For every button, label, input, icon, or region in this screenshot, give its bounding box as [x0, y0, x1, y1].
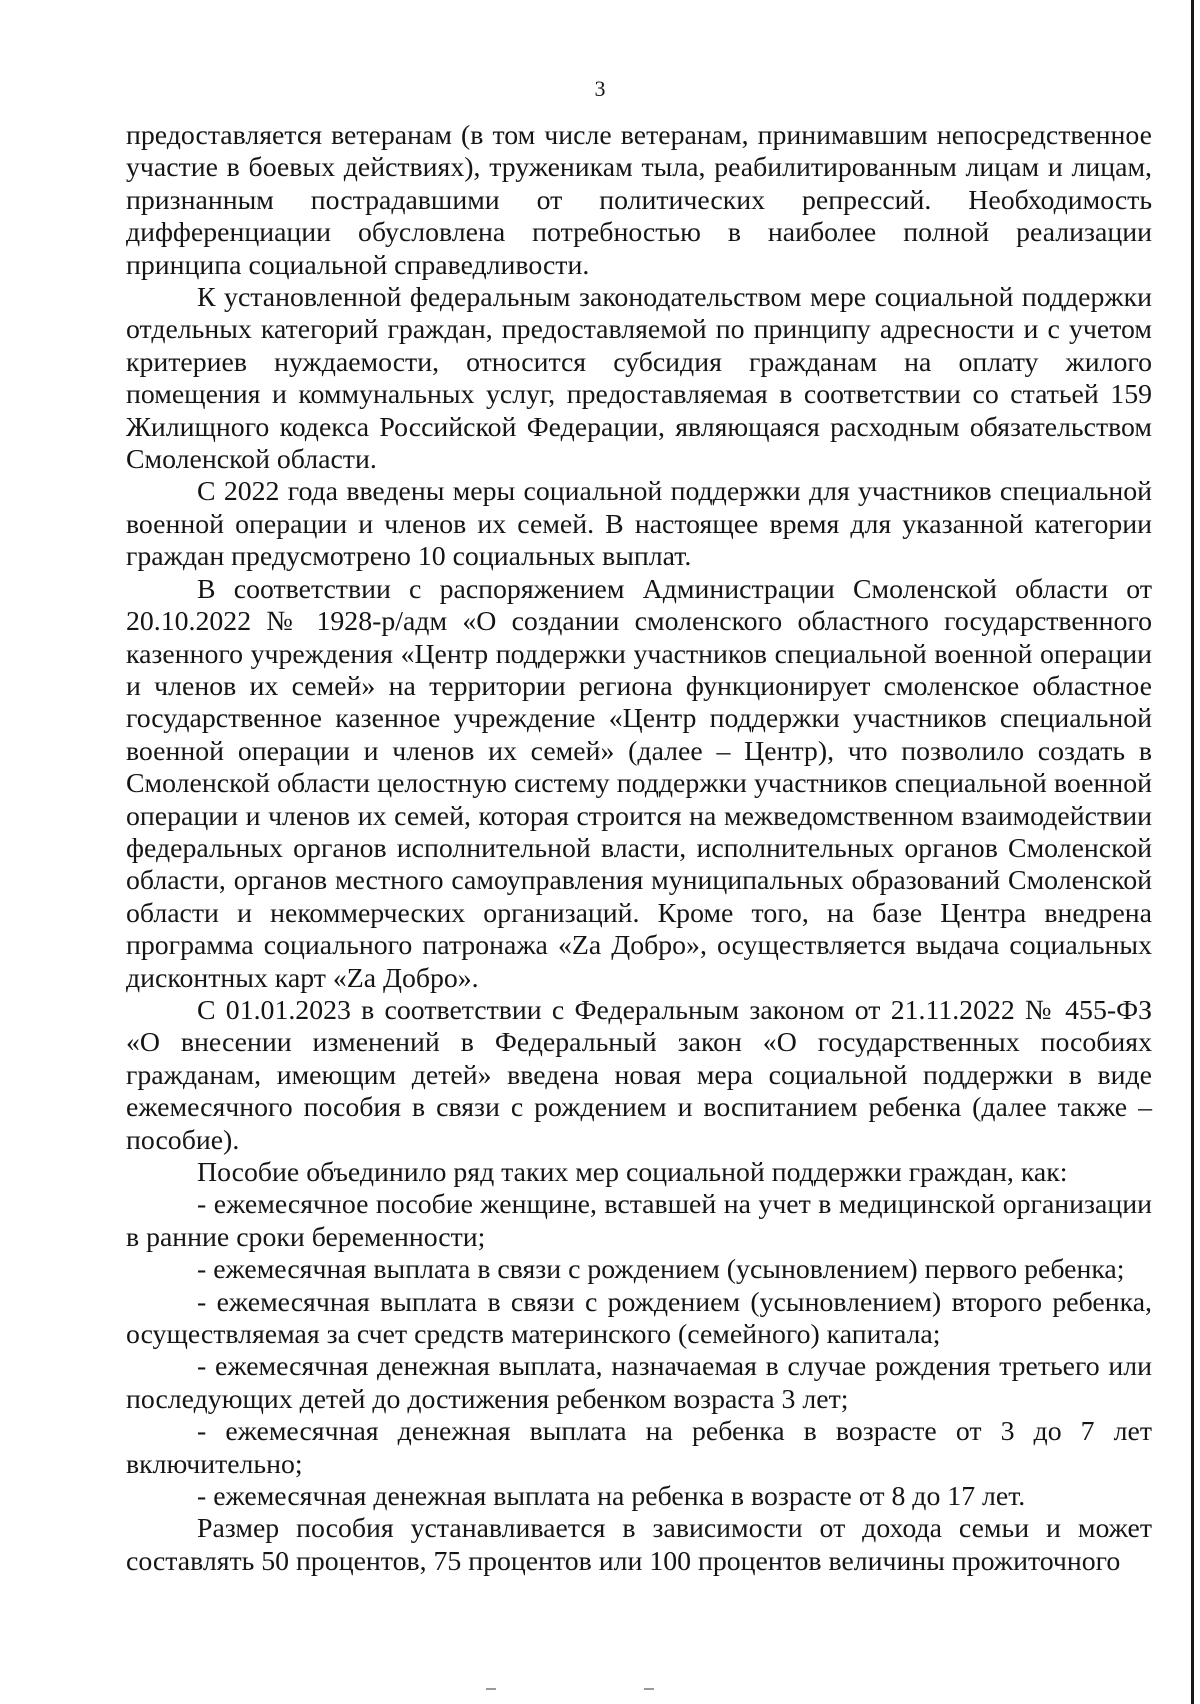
footer-scan-marks — [480, 1688, 670, 1700]
paragraph: - ежемесячная денежная выплата на ребенка в возрасте от 3 до 7 лет включительно; — [126, 1416, 1152, 1480]
document-body — [126, 120, 1152, 1578]
paragraph: Размер пособия устанавливается в зависимости от дохода семьи и может составлять 50 процентов, 75 процентов или 100 процентов величины прожиточного — [126, 1513, 1152, 1577]
paragraph: предоставляется ветеранам (в том числе ветеранам, принимавшим непосредственное участие в боевых действиях), труженикам тыла, реабилитированным лицам и лицам, признанным пострадавшими от политических репрессий. Необходимость дифференциации обусловлена потребностью в наиболее полной реализации принципа социальной справедливости. — [126, 120, 1152, 281]
paragraph: С 01.01.2023 в соответствии с Федеральным законом от 21.11.2022 № 455-ФЗ «О внесении изменений в Федеральный закон «О государственных пособиях гражданам, имеющим детей» введена новая мера социальной поддержки в виде ежемесячного пособия в связи с рождением и воспитанием ребенка (далее также – пособие). — [126, 994, 1152, 1156]
paragraph: К установленной федеральным законодательством мере социальной поддержки отдельных категорий граждан, предоставляемой по принципу адресности и с учетом критериев нуждаемости, относится субсидия гражданам на оплату жилого помещения и коммунальных услуг, предоставляемая в соответствии со статьей 159 Жилищного кодекса Российской Федерации, являющаяся расходным обязательством Смоленской области. — [126, 282, 1152, 476]
paragraph: Пособие объединило ряд таких мер социальной поддержки граждан, как: — [197, 1157, 1068, 1188]
paragraph: - ежемесячная выплата в связи с рождением (усыновлением) первого ребенка; — [197, 1254, 1125, 1286]
paragraph: - ежемесячная денежная выплата на ребенка в возрасте от 8 до 17 лет. — [197, 1481, 1026, 1513]
scan-edge-line — [1191, 0, 1194, 1704]
paragraph: С 2022 года введены меры социальной поддержки для участников специальной военной операции и членов их семей. В настоящее время для указанной категории граждан предусмотрено 10 социальных выплат. — [126, 476, 1152, 573]
page-number: 3 — [594, 76, 606, 101]
paragraph: - ежемесячная выплата в связи с рождением (усыновлением) второго ребенка, осуществляемая за счет средств материнского (семейного) капитала; — [126, 1286, 1152, 1351]
paragraph: - ежемесячное пособие женщине, вставшей на учет в медицинской организации в ранние сроки беременности; — [126, 1189, 1152, 1253]
paragraph: В соответствии с распоряжением Администрации Смоленской области от 20.10.2022 № 1928-р/адм «О создании смоленского областного государственного казенного учреждения «Центр поддержки участников специальной военной операции и членов их семей» на территории региона функционирует смоленское областное государственное казенное учреждение «Центр поддержки участников специальной военной операции и членов их семей» (далее – Центр), что позволило создать в Смоленской области целостную систему поддержки участников специальной военной операции и членов их семей, которая строится на межведомственном взаимодействии федеральных органов исполнительной власти, исполнительных органов Смоленской области, органов местного самоуправления муниципальных образований Смоленской области и некоммерческих организаций. Кроме того, на базе Центра внедрена программа социального патронажа «Zа Добро», осуществляется выдача социальных дисконтных карт «Zа Добро». — [126, 573, 1152, 994]
paragraph: - ежемесячная денежная выплата, назначаемая в случае рождения третьего или последующих детей до достижения ребенком возраста 3 лет; — [126, 1351, 1152, 1415]
